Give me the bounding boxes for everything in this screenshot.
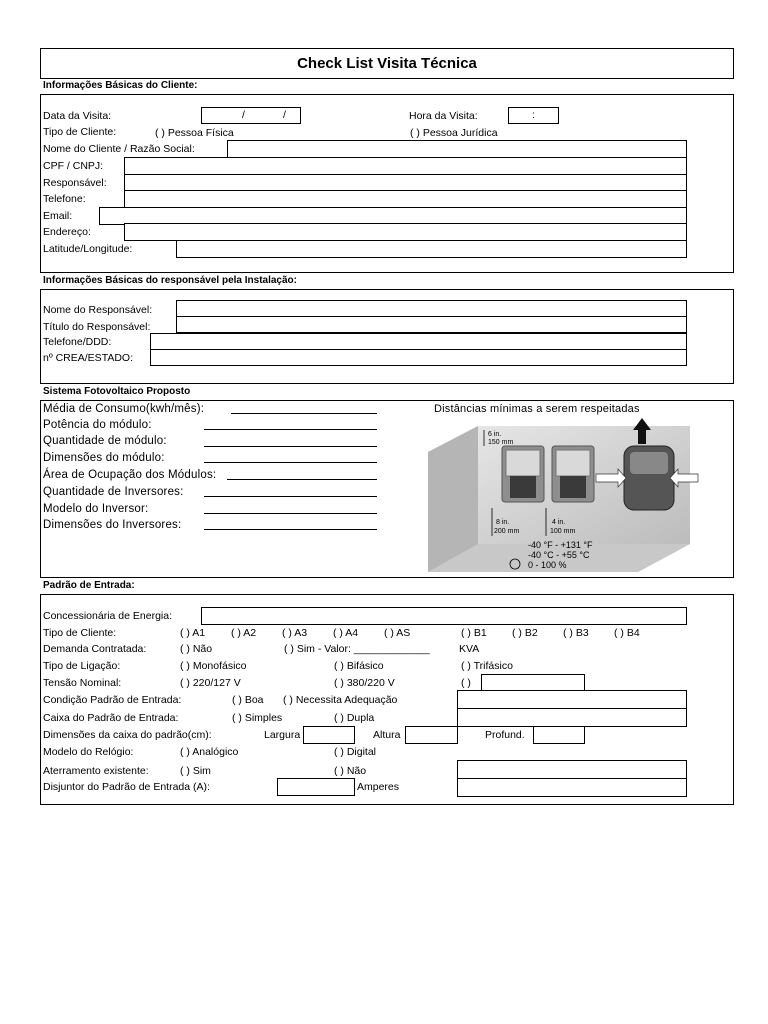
module-qty-label: Quantidade de módulo: <box>43 435 167 447</box>
occupation-area-line[interactable] <box>227 479 377 480</box>
option-b1[interactable]: ( ) B1 <box>461 627 487 639</box>
section-header-client: Informações Básicas do Cliente: <box>43 80 198 91</box>
contracted-demand-label: Demanda Contratada: <box>43 643 147 655</box>
inverter-qty-label: Quantidade de Inversores: <box>43 486 184 498</box>
inverter-model-label: Modelo do Inversor: <box>43 503 149 515</box>
option-box-double[interactable]: ( ) Dupla <box>334 712 375 724</box>
title-box <box>40 48 734 79</box>
clearance-left-mm: 200 mm <box>494 528 520 535</box>
clearance-top-mm: 150 mm <box>488 439 514 446</box>
latlong-label: Latitude/Longitude: <box>43 243 133 255</box>
nominal-voltage-label: Tensão Nominal: <box>43 677 122 689</box>
height-label: Altura <box>373 729 401 741</box>
option-a1[interactable]: ( ) A1 <box>180 627 206 639</box>
option-pessoa-fisica[interactable]: ( ) Pessoa Física <box>155 127 234 139</box>
installer-name-field[interactable] <box>176 300 687 317</box>
date-separator: / <box>283 109 286 121</box>
connection-type-label: Tipo de Ligação: <box>43 660 121 672</box>
entry-box-label: Caixa do Padrão de Entrada: <box>43 712 179 724</box>
address-field[interactable] <box>124 223 687 241</box>
module-power-line[interactable] <box>204 429 377 430</box>
visit-date-field[interactable] <box>201 107 301 124</box>
option-grounding-yes[interactable]: ( ) Sim <box>180 765 211 777</box>
installer-phone-field[interactable] <box>150 333 687 350</box>
section-header-installer: Informações Básicas do responsável pela Instalação: <box>43 275 297 286</box>
client-name-label: Nome do Cliente / Razão Social: <box>43 143 195 155</box>
inverter-dim-line[interactable] <box>204 529 377 530</box>
module-power-label: Potência do módulo: <box>43 419 152 431</box>
temperature-range-c: -40 °C - +55 °C <box>528 550 590 560</box>
option-other-voltage[interactable]: ( ) <box>461 677 471 689</box>
section-header-pv-system: Sistema Fotovoltaico Proposto <box>43 386 191 397</box>
time-separator: : <box>532 109 535 121</box>
option-pessoa-juridica[interactable]: ( ) Pessoa Jurídica <box>410 127 498 139</box>
option-a2[interactable]: ( ) A2 <box>231 627 257 639</box>
amperes-unit: Amperes <box>357 781 400 793</box>
installer-title-field[interactable] <box>176 316 687 333</box>
inverter-qty-line[interactable] <box>204 496 377 497</box>
avg-consumption-line[interactable] <box>231 413 377 414</box>
clearance-mid-in: 4 in. <box>552 519 566 526</box>
cpf-cnpj-field[interactable] <box>124 157 687 175</box>
option-box-simple[interactable]: ( ) Simples <box>232 712 283 724</box>
module-qty-line[interactable] <box>204 446 377 447</box>
option-digital[interactable]: ( ) Digital <box>334 746 377 758</box>
option-220-127v[interactable]: ( ) 220/127 V <box>180 677 241 689</box>
clearance-mid-mm: 100 mm <box>550 528 576 535</box>
breaker-notes-field[interactable] <box>457 778 687 797</box>
latlong-field[interactable] <box>176 240 687 258</box>
crea-label: nº CREA/ESTADO: <box>43 352 133 364</box>
avg-consumption-label: Média de Consumo(kwh/mês): <box>43 403 205 415</box>
grounding-label: Aterramento existente: <box>43 765 149 777</box>
client-class-label: Tipo de Cliente: <box>43 627 117 639</box>
width-field[interactable] <box>303 726 355 744</box>
utility-label: Concessionária de Energia: <box>43 610 172 622</box>
option-b2[interactable]: ( ) B2 <box>512 627 538 639</box>
width-label: Largura <box>264 729 301 741</box>
installer-title-label: Título do Responsável: <box>43 321 151 333</box>
crea-field[interactable] <box>150 349 687 366</box>
visit-time-field[interactable] <box>508 107 559 124</box>
option-grounding-no[interactable]: ( ) Não <box>334 765 367 777</box>
entry-condition-notes-field[interactable] <box>457 690 687 709</box>
section-header-entry-standard: Padrão de Entrada: <box>43 580 135 591</box>
entry-condition-label: Condição Padrão de Entrada: <box>43 694 182 706</box>
installer-phone-label: Telefone/DDD: <box>43 336 112 348</box>
option-monofasico[interactable]: ( ) Monofásico <box>180 660 247 672</box>
address-label: Endereço: <box>43 226 91 238</box>
phone-field[interactable] <box>124 190 687 208</box>
client-type-label: Tipo de Cliente: <box>43 126 117 138</box>
inverter-unit-2 <box>552 446 594 502</box>
temperature-range-f: -40 °F - +131 °F <box>528 540 593 550</box>
depth-label: Profund. <box>485 729 525 741</box>
inverter-clearance-diagram <box>426 416 710 574</box>
option-trifasico[interactable]: ( ) Trifásico <box>461 660 513 672</box>
min-distances-title: Distâncias mínimas a serem respeitadas <box>434 403 640 415</box>
cpf-cnpj-label: CPF / CNPJ: <box>43 160 104 172</box>
box-dimensions-label: Dimensões da caixa do padrão(cm): <box>43 729 212 741</box>
option-380-220v[interactable]: ( ) 380/220 V <box>334 677 395 689</box>
option-a3[interactable]: ( ) A3 <box>282 627 308 639</box>
depth-field[interactable] <box>533 726 585 744</box>
visit-date-label: Data da Visita: <box>43 110 112 122</box>
installer-name-label: Nome do Responsável: <box>43 304 153 316</box>
entry-box-notes-field[interactable] <box>457 708 687 727</box>
height-field[interactable] <box>405 726 458 744</box>
option-b4[interactable]: ( ) B4 <box>614 627 640 639</box>
grounding-notes-field[interactable] <box>457 760 687 779</box>
option-demand-yes-value[interactable]: ( ) Sim - Valor: _____________ <box>284 643 430 655</box>
inverter-unit-3 <box>624 446 674 510</box>
phone-label: Telefone: <box>43 193 86 205</box>
option-needs-adjustment[interactable]: ( ) Necessita Adequação <box>283 694 398 706</box>
inverter-dim-label: Dimensões do Inversores: <box>43 519 182 531</box>
page-title: Check List Visita Técnica <box>297 55 477 72</box>
kva-unit: KVA <box>459 643 480 655</box>
clearance-left-in: 8 in. <box>496 519 510 526</box>
humidity-range: 0 - 100 % <box>528 560 567 570</box>
visit-time-label: Hora da Visita: <box>409 110 478 122</box>
option-condition-good[interactable]: ( ) Boa <box>232 694 264 706</box>
client-name-field[interactable] <box>227 140 687 158</box>
date-separator: / <box>242 109 245 121</box>
breaker-label: Disjuntor do Padrão de Entrada (A): <box>43 781 210 793</box>
responsible-label: Responsável: <box>43 177 107 189</box>
breaker-field[interactable] <box>277 778 355 796</box>
email-label: Email: <box>43 210 73 222</box>
module-dim-line[interactable] <box>204 462 377 463</box>
occupation-area-label: Área de Ocupação dos Módulos: <box>43 469 217 481</box>
option-analog[interactable]: ( ) Analógico <box>180 746 239 758</box>
inverter-unit-1 <box>502 446 544 502</box>
option-as[interactable]: ( ) AS <box>384 627 411 639</box>
option-demand-no[interactable]: ( ) Não <box>180 643 213 655</box>
meter-model-label: Modelo do Relógio: <box>43 746 134 758</box>
option-b3[interactable]: ( ) B3 <box>563 627 589 639</box>
inverter-model-line[interactable] <box>204 513 377 514</box>
clearance-top-in: 6 in. <box>488 431 502 438</box>
option-bifasico[interactable]: ( ) Bifásico <box>334 660 384 672</box>
option-a4[interactable]: ( ) A4 <box>333 627 359 639</box>
module-dim-label: Dimensões do módulo: <box>43 452 165 464</box>
utility-field[interactable] <box>201 607 687 625</box>
